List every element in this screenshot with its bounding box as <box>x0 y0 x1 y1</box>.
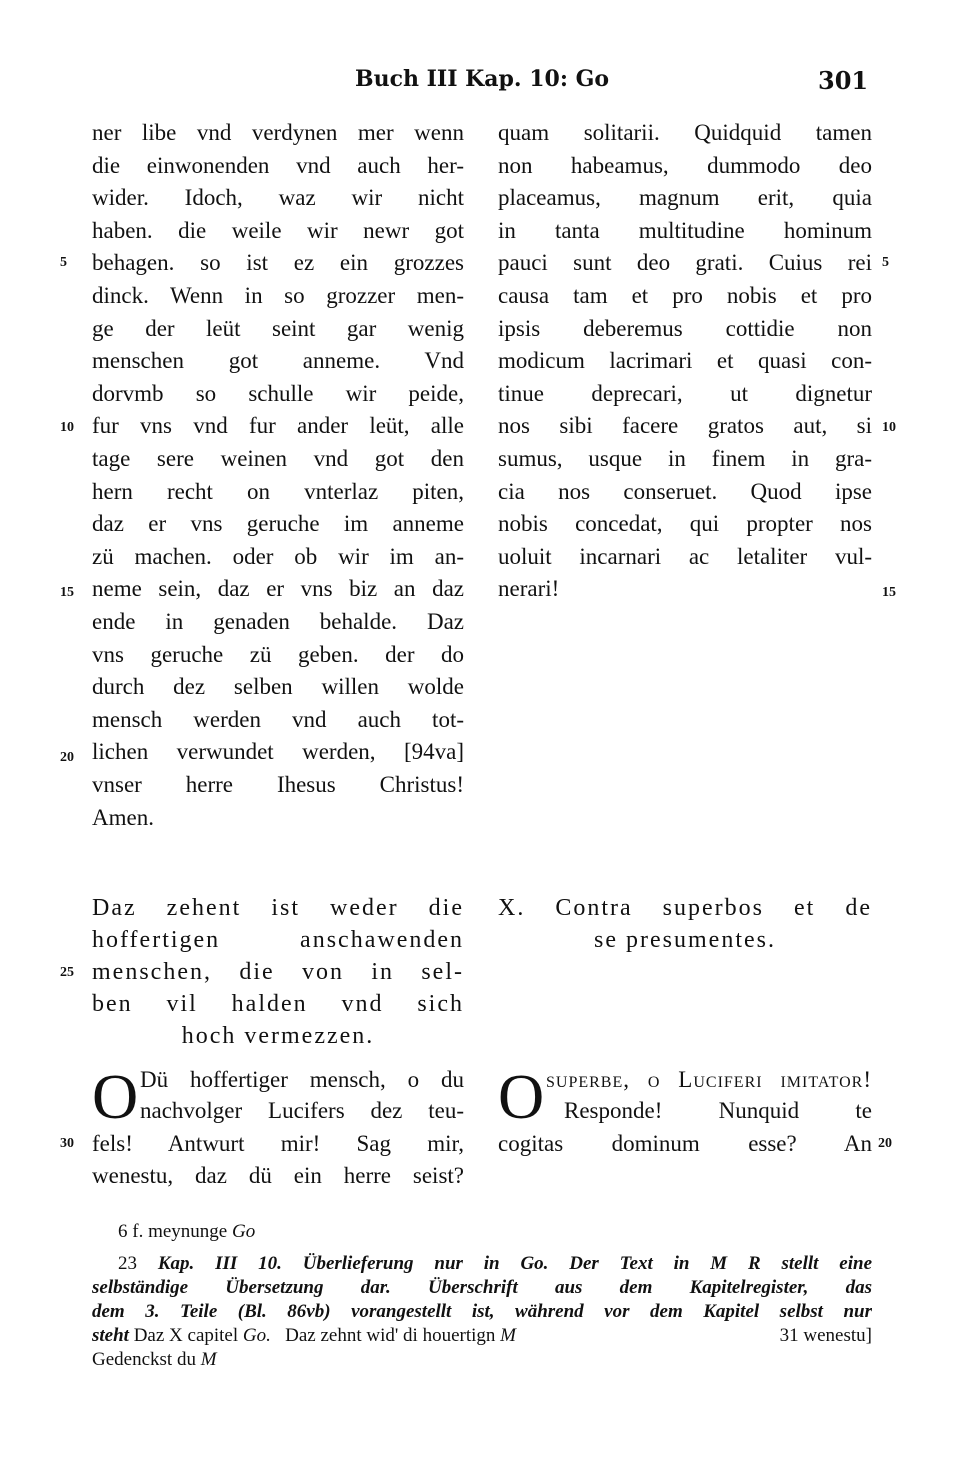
text-line: tinue deprecari, ut dignetur <box>498 380 872 406</box>
text-line: zü machen. oder ob wir im an- <box>92 543 464 569</box>
drop-initial: O <box>92 1061 139 1132</box>
drop-initial: O <box>498 1061 545 1132</box>
footnote-line: selbständige Übersetzung dar. Überschrift aus dem Kapitelregister, das <box>92 1277 872 1298</box>
footnote-label: Kap. III 10. <box>157 1253 282 1274</box>
heading-line: hoffertigen anschawenden <box>92 927 464 953</box>
manuscript-siglum: Go. <box>242 1325 271 1346</box>
text-line: causa tam et pro nobis et pro <box>498 283 872 308</box>
text-line: vnser herre Ihesus Christus! <box>92 772 464 797</box>
text-line: cia nos conseruet. Quod ipse <box>498 478 872 504</box>
text-line: nobis concedat, qui propter nos <box>498 511 872 537</box>
text-line: quam solitarii. Quidquid tamen <box>498 120 872 145</box>
text-line: daz er vns geruche im anneme <box>92 511 464 537</box>
text-line: dinck. Wenn in so grozzer men- <box>92 283 464 308</box>
footnote-ref: 31 wenestu] <box>779 1325 872 1346</box>
text-line: fels! Antwurt mir! Sag mir, <box>92 1131 464 1156</box>
manuscript-siglum: M <box>200 1349 217 1370</box>
footnote-line <box>118 1220 872 1244</box>
footnote-text: Daz zehnt wid' di houertign <box>285 1325 496 1346</box>
text-line: superbe, o Luciferi imitator! <box>546 1067 872 1092</box>
page-number: 301 <box>818 66 869 95</box>
footnote-text: Gedenckst du <box>92 1349 196 1370</box>
line-number: 15 <box>882 585 896 600</box>
line-number: 5 <box>882 255 889 270</box>
running-head: Buch III Kap. 10: Go <box>355 66 610 92</box>
heading-line: Daz zehent ist weder die <box>92 895 464 921</box>
text-line: non habeamus, dummodo deo <box>498 152 872 178</box>
line-number: 15 <box>60 585 74 600</box>
line-number: 10 <box>882 420 896 435</box>
footnote-text: Daz X capitel <box>133 1325 239 1346</box>
footnote-line <box>92 1348 872 1372</box>
text-line: sumus, usque in finem in gra- <box>498 446 872 471</box>
text-line: Responde! Nunquid te <box>564 1098 872 1123</box>
footnote-text: Überlieferung nur in Go. Der Text in M R stellt eine <box>302 1253 872 1274</box>
manuscript-siglum: Go <box>231 1221 256 1242</box>
text-line: nos sibi facere gratos aut, si <box>498 413 872 439</box>
text-line: menschen got anneme. Vnd <box>92 348 464 374</box>
text-line: placeamus, magnum erit, quia <box>498 185 872 211</box>
text-line: in tanta multitudine hominum <box>498 217 872 243</box>
manuscript-siglum: M <box>500 1325 516 1346</box>
line-number: 5 <box>60 255 67 270</box>
footnotes <box>92 1220 872 1390</box>
right-column-text <box>498 118 872 602</box>
chapter-text-german <box>92 1061 464 1195</box>
footnote-ref: 6 f. <box>118 1221 144 1242</box>
text-line: ge der leüt seint gar wenig <box>92 315 464 341</box>
chapter-text-latin <box>498 1061 872 1165</box>
line-number: 20 <box>878 1136 892 1151</box>
heading-line: X. Contra superbos et de <box>498 895 872 921</box>
text-line: haben. die weile wir newr got <box>92 217 464 243</box>
text-line: Amen. <box>92 804 154 830</box>
text-line: tage sere weinen vnd got den <box>92 446 464 471</box>
heading-line: menschen, die von in sel- <box>92 959 464 985</box>
text-line: cogitas dominum esse? An <box>498 1131 872 1156</box>
text-line: uoluit incarnari ac letaliter vul- <box>498 543 872 569</box>
text-line: hern recht on vnterlaz piten, <box>92 478 464 504</box>
text-line: vns geruche zü geben. der do <box>92 641 464 667</box>
text-line: fur vns vnd fur ander leüt, alle <box>92 413 464 439</box>
text-line: wenestu, daz dü ein herre seist? <box>92 1163 464 1188</box>
footnote-line <box>92 1324 872 1348</box>
heading-line: ben vil halden vnd sich <box>92 991 464 1017</box>
text-line: wider. Idoch, waz wir nicht <box>92 185 464 211</box>
chapter-heading-latin <box>498 892 872 962</box>
text-line: Dü hoffertiger mensch, o du <box>140 1067 464 1092</box>
text-line: ner libe vnd verdynen mer wenn <box>92 120 464 145</box>
text-line: nerari! <box>498 576 560 602</box>
footnote-line: dem 3. Teile (Bl. 86vb) vorangestellt ist, während vor dem Kapitel selbst nur <box>92 1301 872 1322</box>
text-line: mensch werden vnd auch tot- <box>92 706 464 732</box>
heading-line: hoch vermezzen. <box>181 1023 375 1049</box>
chapter-heading-german <box>92 892 464 1062</box>
footnote-line <box>118 1252 872 1276</box>
text-line: ipsis deberemus cottidie non <box>498 315 872 341</box>
footnote-text: steht <box>92 1325 129 1346</box>
text-line: die einwonenden vnd auch her- <box>92 152 464 178</box>
text-line: nachvolger Lucifers dez teu- <box>140 1098 464 1123</box>
text-line: lichen verwundet werden, [94va] <box>92 739 464 765</box>
text-line: dorvmb so schulle wir peide, <box>92 380 464 406</box>
left-column-text <box>92 118 464 830</box>
line-number: 25 <box>60 965 74 980</box>
footnote-ref: 23 <box>118 1253 137 1274</box>
text-line: ende in genaden behalde. Daz <box>92 609 464 634</box>
line-number: 10 <box>60 420 74 435</box>
line-number: 20 <box>60 750 74 765</box>
text-line: behagen. so ist ez ein grozzes <box>92 250 464 276</box>
heading-line: se presumentes. <box>594 927 776 953</box>
line-number: 30 <box>60 1136 74 1151</box>
footnote-text: meynunge <box>148 1221 228 1242</box>
text-line: modicum lacrimari et quasi con- <box>498 348 872 374</box>
text-line: neme sein, daz er vns biz an daz <box>92 576 464 602</box>
text-line: durch dez selben willen wolde <box>92 674 464 700</box>
text-line: pauci sunt deo grati. Cuius rei <box>498 250 872 276</box>
